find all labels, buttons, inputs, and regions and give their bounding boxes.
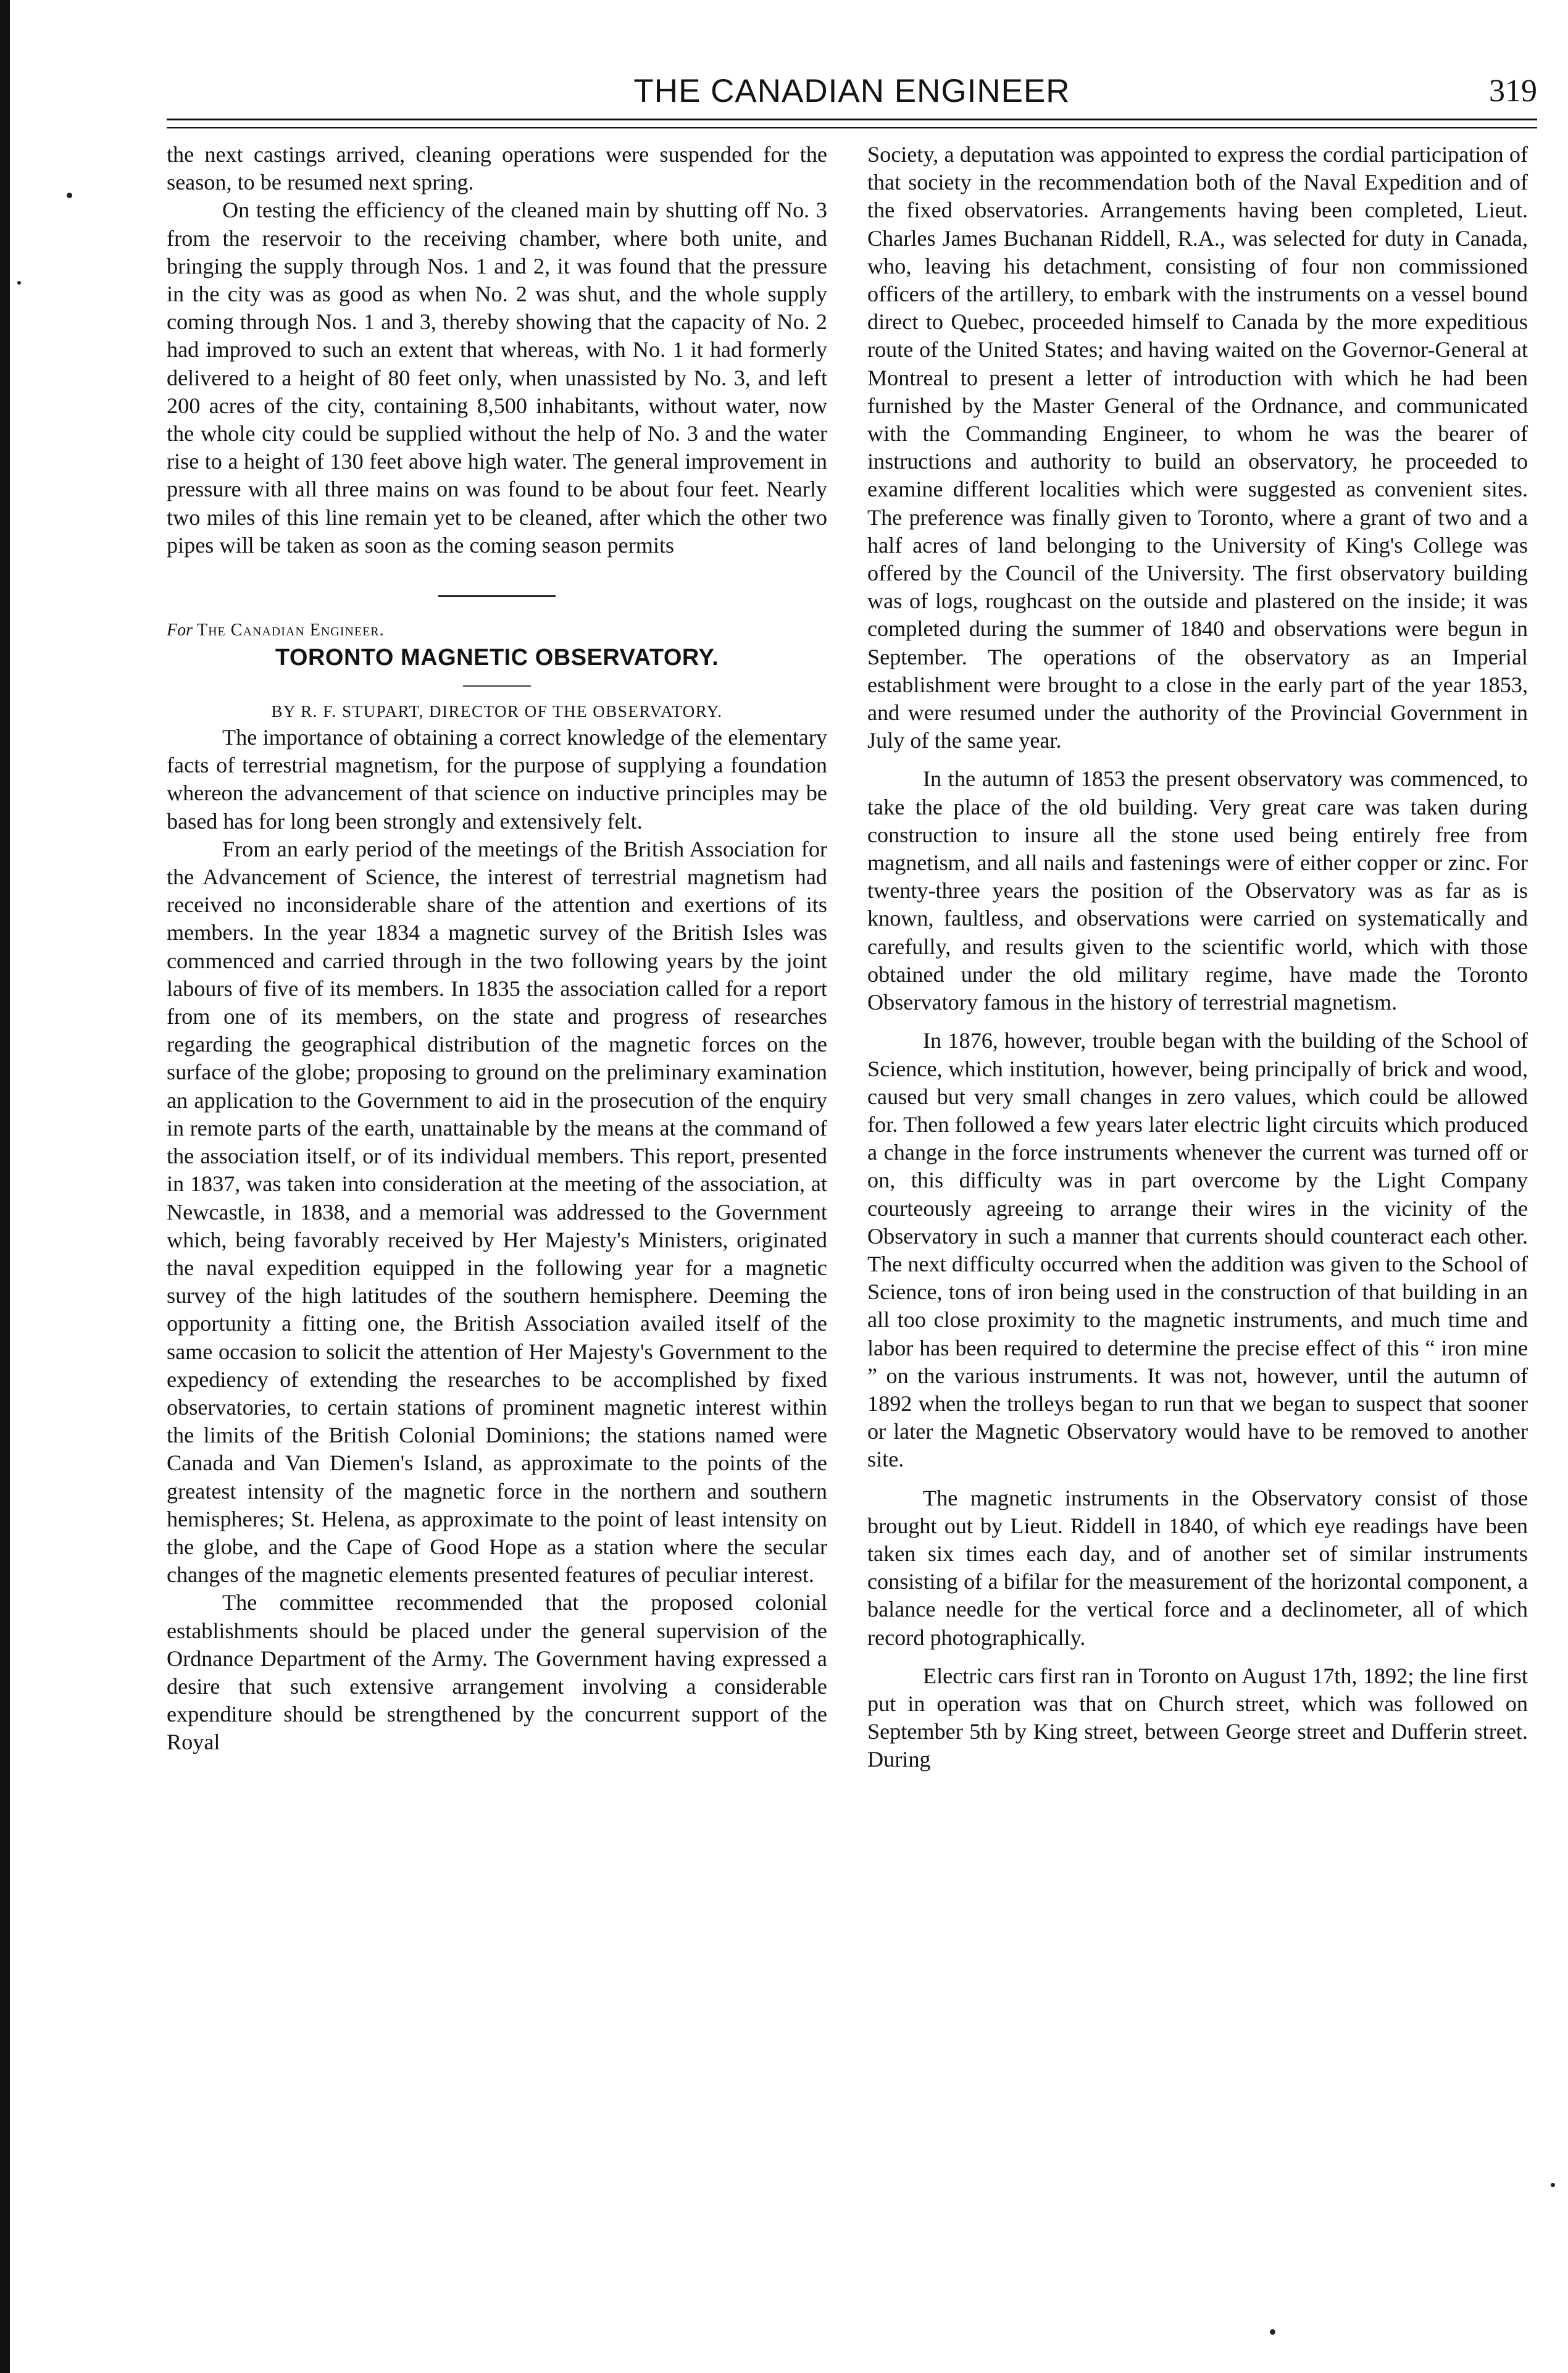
title-divider: [463, 685, 531, 687]
paragraph: The magnetic instruments in the Observatory consist of those brought out by Lieut. Riddell in 1840, of which eye readings have been taken six times each day, and of another set of similar instruments consisting of a bifilar for the measurement of the horizontal component, a balance needle for the vertical force and a declinometer, all of which record photographically.: [867, 1485, 1528, 1650]
byline: BY R. F. STUPART, DIRECTOR OF THE OBSERVATORY.: [271, 702, 723, 721]
paragraph: In 1876, however, trouble began with the building of the School of Science, which institution, however, being principally of brick and wood, caused but very small changes in zero values, which could be allowed for. Then followed a few years later electric light circuits which produced a change in the force instruments whenever the current was turned off or on, this difficulty was in part overcome by the Light Company courteously agreeing to arrange their wires in the vicinity of the Observatory in such a manner that currents should counteract each other. The next difficulty occurred when the addition was given to the School of Science, tons of iron being used in the construction of that building in an all too close proximity to the magnetic instruments, and much time and labor has been required to determine the precise effect of this “ iron mine ” on the various instruments. It was not, however, until the autumn of 1892 when the trolleys began to run that we began to suspect that sooner or later the Magnetic Observatory would have to be removed to another site.: [867, 1028, 1528, 1472]
scan-speck: [17, 281, 21, 285]
section-divider: [438, 595, 556, 597]
paragraph: From an early period of the meetings of the British Association for the Advancement of Science, the interest of terrestrial magnetism had received no inconsiderable share of the attention and exertions of its members. In the year 1834 a magnetic survey of the British Isles was commenced and carried through in the two following years by the joint labours of five of its members. In 1835 the association called for a report from one of its members, on the state and progress of researches regarding the geographical distribution of the magnetic forces on the surface of the globe; proposing to ground on the preliminary examination an application to the Government to aid in the prosecution of the enquiry in remote parts of the earth, unattainable by the means at the command of the association itself, or of its individual members. This report, presented in 1837, was taken into consideration at the meeting of the association, at Newcastle, in 1838, and a memorial was addressed to the Government which, being favorably received by Her Majesty's Ministers, originated the naval expedition equipped in the following year for a magnetic survey of the high latitudes of the southern hemisphere. Deeming the opportunity a fitting one, the British Association availed itself of the same occasion to solicit the attention of Her Majesty's Government to the expediency of extending the researches to be accomplished by fixed observatories, to certain stations of prominent magnetic interest within the limits of the British Colonial Dominions; the stations named were Canada and Van Diemen's Island, as approximate to the points of the greatest intensity of the magnetic force in the northern and southern hemispheres; St. Helena, as approximate to the point of least intensity on the globe, and the Cape of Good Hope as a station where the secular changes of the magnetic elements presented features of peculiar interest.: [167, 836, 827, 1588]
page-number: 319: [1489, 73, 1537, 109]
paragraph: On testing the efficiency of the cleaned main by shutting off No. 3 from the reservoir to the receiving chamber, where both unite, and bringing the supply through Nos. 1 and 2, it was found that the pressure in the city was as good as when No. 2 was shut, and the whole supply coming through Nos. 1 and 3, thereby showing that the capacity of No. 2 had improved to such an extent that whereas, with No. 1 it had formerly delivered to a height of 80 feet only, when unassisted by No. 3, and left 200 acres of the city, containing 8,500 inhabitants, without water, now the whole city could be supplied without the help of No. 3 and the water rise to a height of 130 feet above high water. The general improvement in pressure with all three mains on was found to be about four feet. Nearly two miles of this line remain yet to be cleaned, after which the other two pipes will be taken as soon as the coming season permits: [167, 198, 827, 558]
paragraph: The importance of obtaining a correct knowledge of the elementary facts of terrestrial magnetism, for the purpose of supplying a foundation whereon the advancement of that science on inductive principles may be based has for long been strongly and extensively felt.: [167, 725, 827, 834]
paragraph-continued: the next castings arrived, cleaning operations were suspended for the season, to be resumed next spring.: [167, 142, 827, 195]
scan-speck: [67, 193, 72, 198]
for-prefix: For: [167, 621, 193, 640]
journal-title: THE CANADIAN ENGINEER: [633, 73, 1070, 109]
header-double-rule: [167, 119, 1537, 128]
scan-speck: [1551, 2183, 1555, 2187]
article-title: TORONTO MAGNETIC OBSERVATORY.: [275, 645, 719, 671]
section-break: [167, 559, 827, 619]
scan-speck: [1270, 2329, 1275, 2335]
left-column: [167, 141, 827, 1757]
paragraph: The committee recommended that the proposed colonial establishments should be placed under the general supervision of the Ordnance Department of the Army. The Government having expressed a desire that such extensive arrangement involving a considerable expenditure should be strengthened by the concurrent support of the Royal: [167, 1590, 827, 1755]
publication-credit: [167, 619, 827, 642]
publication-name: The Canadian Engineer.: [197, 621, 385, 640]
binding-edge-rule: [0, 0, 10, 2373]
paragraph-continued: Society, a deputation was appointed to express the cordial participation of that society in the recommendation both of the Naval Expedition and of the fixed observatories. Arrangements having been completed, Lieut. Charles James Buchanan Riddell, R.A., was selected for duty in Canada, who, leaving his detachment, consisting of four non commissioned officers of the artillery, to embark with the instruments on a vessel bound direct to Quebec, proceeded himself to Canada by the more expeditious route of the United States; and having waited on the Governor-General at Montreal to present a letter of introduction with which he had been furnished by the Master General of the Ordnance, and communicated with the Commanding Engineer, to whom he was the bearer of instructions and authority to build an observatory, he proceeded to examine different localities which were suggested as convenient sites. The preference was finally given to Toronto, where a grant of two and a half acres of land belonging to the University of King's College was offered by the Council of the University. The first observatory building was of logs, roughcast on the outside and plastered on the inside; it was completed during the summer of 1840 and observations were begun in September. The operations of the observatory as an Imperial establishment were brought to a close in the early part of the year 1853, and were resumed under the authority of the Provincial Government in July of the same year.: [867, 142, 1528, 753]
right-column: [867, 141, 1528, 1774]
page-header: [167, 67, 1537, 116]
paragraph: Electric cars first ran in Toronto on August 17th, 1892; the line first put in operation was that on Church street, which was followed on September 5th by King street, between George street and Dufferin street. During: [867, 1663, 1528, 1772]
paragraph: In the autumn of 1853 the present observatory was commenced, to take the place of the old building. Very great care was taken during construction to insure all the stone used being entirely free from magnetism, and all nails and fastenings were of either copper or zinc. For twenty-three years the position of the Observatory was as far as is known, faultless, and observations were carried on systematically and carefully, and results given to the scientific world, which with those obtained under the old military regime, have made the Toronto Observatory famous in the history of terrestrial magnetism.: [867, 766, 1528, 1015]
